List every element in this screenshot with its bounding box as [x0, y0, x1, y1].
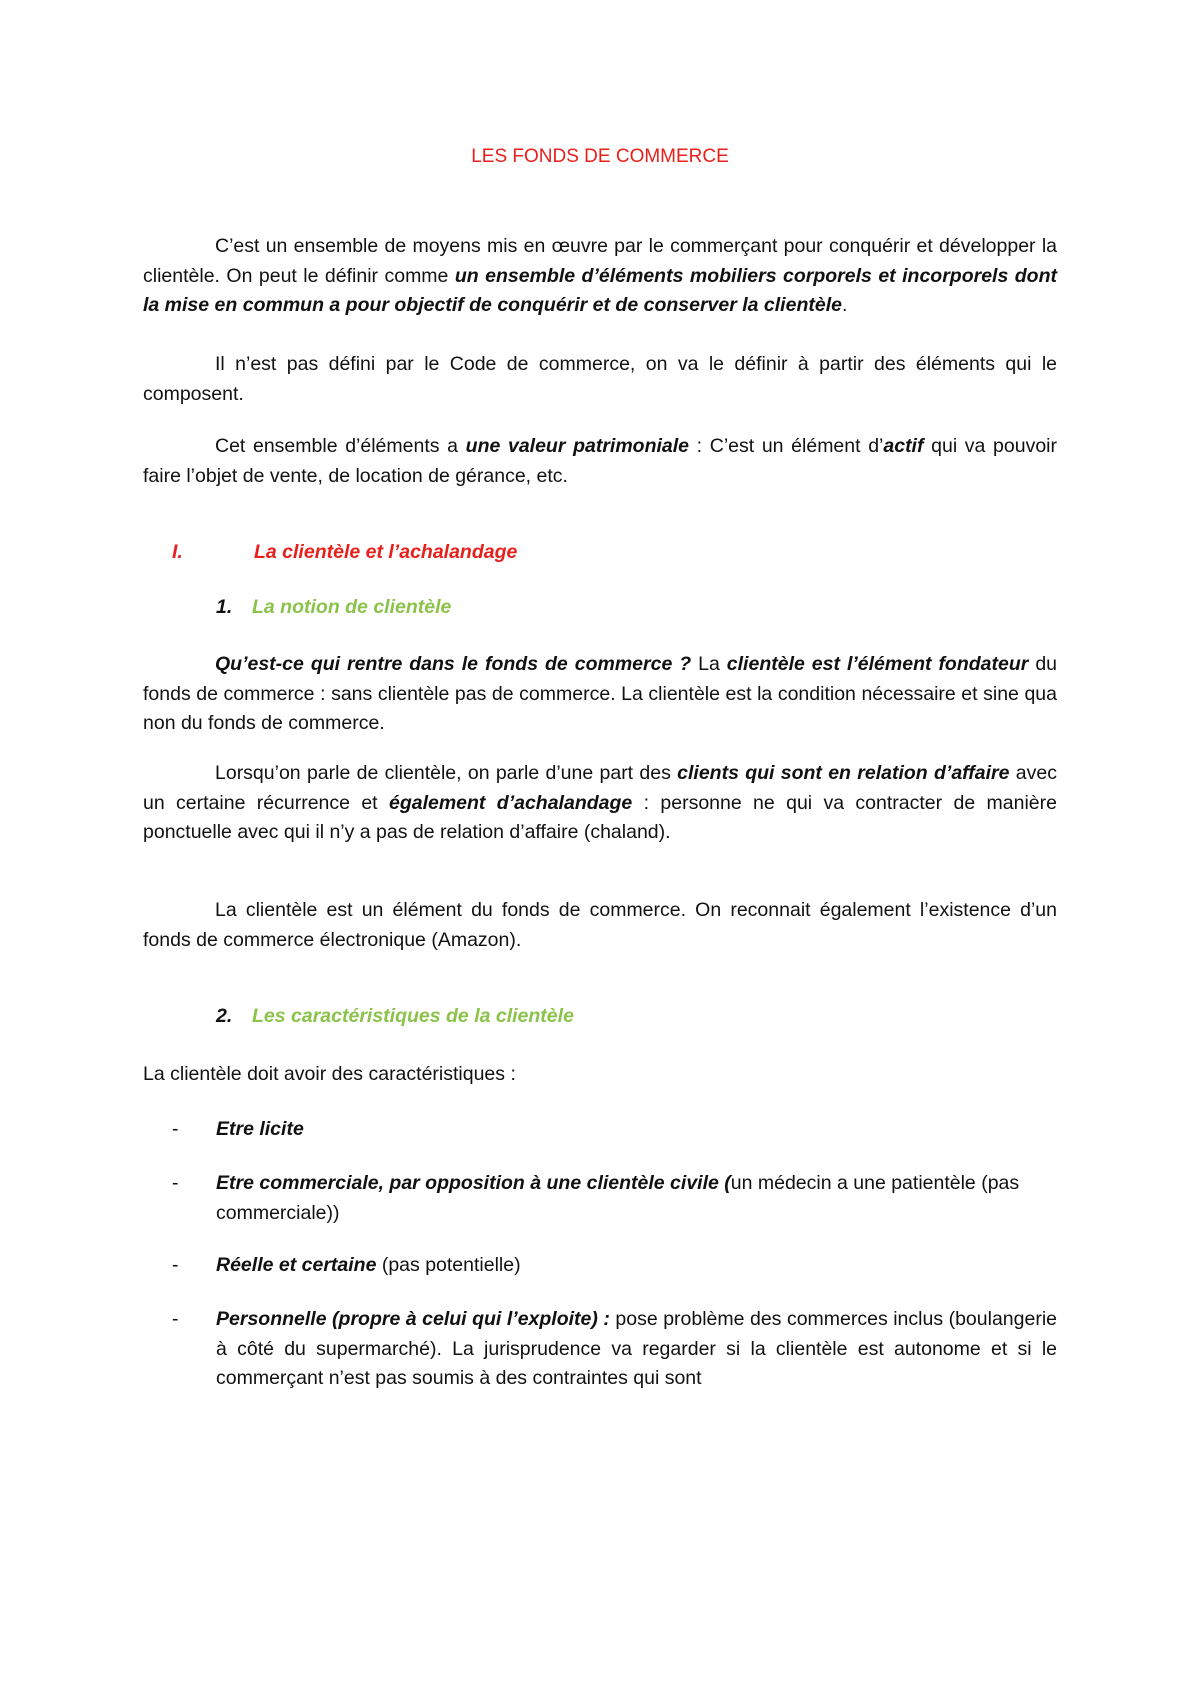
- subsection-heading: La notion de clientèle: [252, 596, 452, 618]
- subsection-heading: Les caractéristiques de la clientèle: [252, 1005, 574, 1027]
- emphasis-run: actif: [883, 435, 924, 457]
- text-run: Lorsqu’on parle de clientèle, on parle d’une part des: [215, 762, 678, 784]
- emphasis-run: Personnelle (propre à celui qui l’exploite) :: [216, 1308, 610, 1330]
- paragraph-caracteristiques: La clientèle doit avoir des caractéristiques :: [143, 1063, 516, 1085]
- paragraph-electronique: La clientèle est un élément du fonds de commerce. On reconnait également l’existence d’un fonds de commerce électronique (Amazon).: [143, 899, 1057, 951]
- text-run: qui va pouvoir faire l’objet de vente, de location de gérance, etc.: [143, 435, 1058, 487]
- paragraph-valeur: [143, 432, 1057, 491]
- emphasis-run: également d’achalandage: [388, 791, 633, 814]
- list-item: [216, 1251, 1057, 1281]
- text-run: un médecin a une patientèle (pas commerciale)): [216, 1172, 1020, 1224]
- emphasis-run: Etre licite: [216, 1118, 304, 1140]
- emphasis-run: un ensemble d’éléments mobiliers corporels et incorporels dont la mise en commun a pour objectif de conquérir et de conserver la clientèle: [143, 264, 1057, 316]
- section-number: I.: [172, 541, 183, 563]
- emphasis-run: Réelle et certaine: [216, 1254, 377, 1276]
- text-run: .: [841, 294, 848, 316]
- list-bullet: -: [172, 1118, 179, 1140]
- list-bullet: -: [172, 1308, 179, 1330]
- list-bullet: -: [172, 1254, 179, 1276]
- text-run: pose problème des commerces inclus (boulangerie à côté du supermarché). La jurisprudence va regarder si la clientèle est autonome et si le commerçant n’est pas soumis à des contraintes qui sont: [216, 1308, 1057, 1389]
- emphasis-run: Etre commerciale, par opposition à une clientèle civile (: [216, 1172, 731, 1194]
- text-run: du fonds de commerce : sans clientèle pas de commerce. La clientèle est la condition nécessaire et sine qua non du fonds de commerce.: [143, 653, 1058, 734]
- paragraph-relation: [143, 759, 1057, 848]
- text-run: (pas potentielle): [376, 1254, 521, 1276]
- paragraph-code: Il n’est pas défini par le Code de commerce, on va le définir à partir des éléments qui le composent.: [143, 353, 1057, 405]
- text-run: : C’est un élément d’: [689, 435, 884, 457]
- text-run: La: [691, 653, 727, 675]
- subsection-number: 2.: [216, 1005, 233, 1027]
- subsection-number: 1.: [216, 596, 233, 618]
- list-item: [216, 1305, 1057, 1394]
- emphasis-run: clientèle est l’élément fondateur: [726, 653, 1029, 675]
- section-heading: La clientèle et l’achalandage: [254, 541, 518, 563]
- emphasis-run: une valeur patrimoniale: [465, 435, 690, 457]
- text-run: Cet ensemble d’éléments a: [215, 435, 466, 457]
- text-run: C’est un ensemble de moyens mis en œuvre par le commerçant pour conquérir et développer la clientèle. On peut le définir comme: [143, 235, 1057, 287]
- document-title: LES FONDS DE COMMERCE: [471, 146, 729, 167]
- emphasis-run: clients qui sont en relation d’affaire: [677, 762, 1010, 784]
- text-run: avec un certaine récurrence et: [143, 762, 1057, 814]
- paragraph-definition: [143, 232, 1057, 321]
- paragraph-clientele: [143, 650, 1057, 739]
- emphasis-run: Qu’est-ce qui rentre dans le fonds de commerce ?: [215, 653, 692, 675]
- list-item: [216, 1169, 1057, 1228]
- list-bullet: -: [172, 1172, 179, 1194]
- list-item: [216, 1115, 1057, 1145]
- text-run: : personne ne qui va contracter de manière ponctuelle avec qui il n’y a pas de relation d’affaire (chaland).: [143, 791, 1057, 843]
